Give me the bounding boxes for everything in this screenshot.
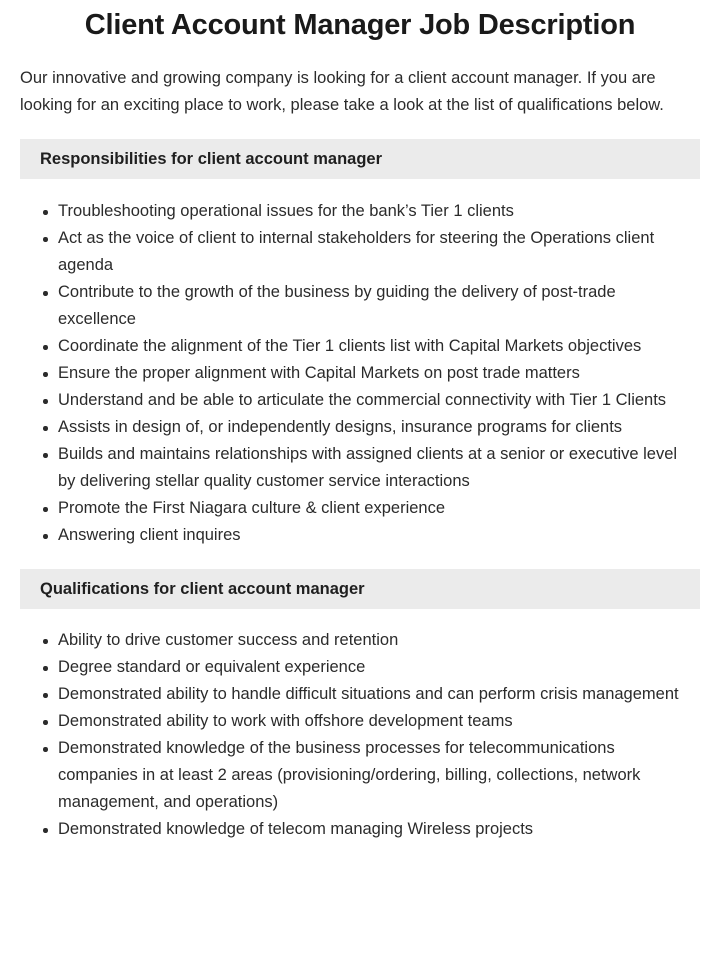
list-item: Demonstrated ability to work with offshore development teams (0, 708, 720, 735)
section-heading-label: Responsibilities for client account manager (40, 150, 382, 168)
list-item: Demonstrated knowledge of the business processes for telecommunications companies in at least 2 areas (provisioning/ordering, billing, collections, network management, and operations) (0, 735, 720, 816)
list-item: Builds and maintains relationships with assigned clients at a senior or executive level by delivering stellar quality customer service interactions (0, 441, 720, 495)
list-item: Demonstrated ability to handle difficult situations and can perform crisis management (0, 681, 720, 708)
list-item: Degree standard or equivalent experience (0, 654, 720, 681)
list-item: Troubleshooting operational issues for the bank’s Tier 1 clients (0, 198, 720, 225)
list-item: Ensure the proper alignment with Capital Markets on post trade matters (0, 360, 720, 387)
list-item: Contribute to the growth of the business by guiding the delivery of post-trade excellence (0, 279, 720, 333)
list-item: Act as the voice of client to internal stakeholders for steering the Operations client agenda (0, 225, 720, 279)
section-header-responsibilities (20, 139, 700, 179)
page-title: Client Account Manager Job Description (84, 9, 636, 41)
responsibilities-list (0, 198, 720, 549)
list-item: Assists in design of, or independently designs, insurance programs for clients (0, 414, 720, 441)
list-item: Answering client inquires (0, 522, 720, 549)
section-heading-label: Qualifications for client account manager (40, 580, 365, 598)
section-header-qualifications (20, 569, 700, 609)
list-item: Promote the First Niagara culture & client experience (0, 495, 720, 522)
list-item: Ability to drive customer success and retention (0, 627, 720, 654)
qualifications-list (0, 627, 720, 843)
list-item: Understand and be able to articulate the commercial connectivity with Tier 1 Clients (0, 387, 720, 414)
list-item: Demonstrated knowledge of telecom managing Wireless projects (0, 816, 720, 843)
list-item: Coordinate the alignment of the Tier 1 clients list with Capital Markets objectives (0, 333, 720, 360)
intro-paragraph: Our innovative and growing company is looking for a client account manager. If you are looking for an exciting place to work, please take a look at the list of qualifications below. (20, 69, 664, 114)
